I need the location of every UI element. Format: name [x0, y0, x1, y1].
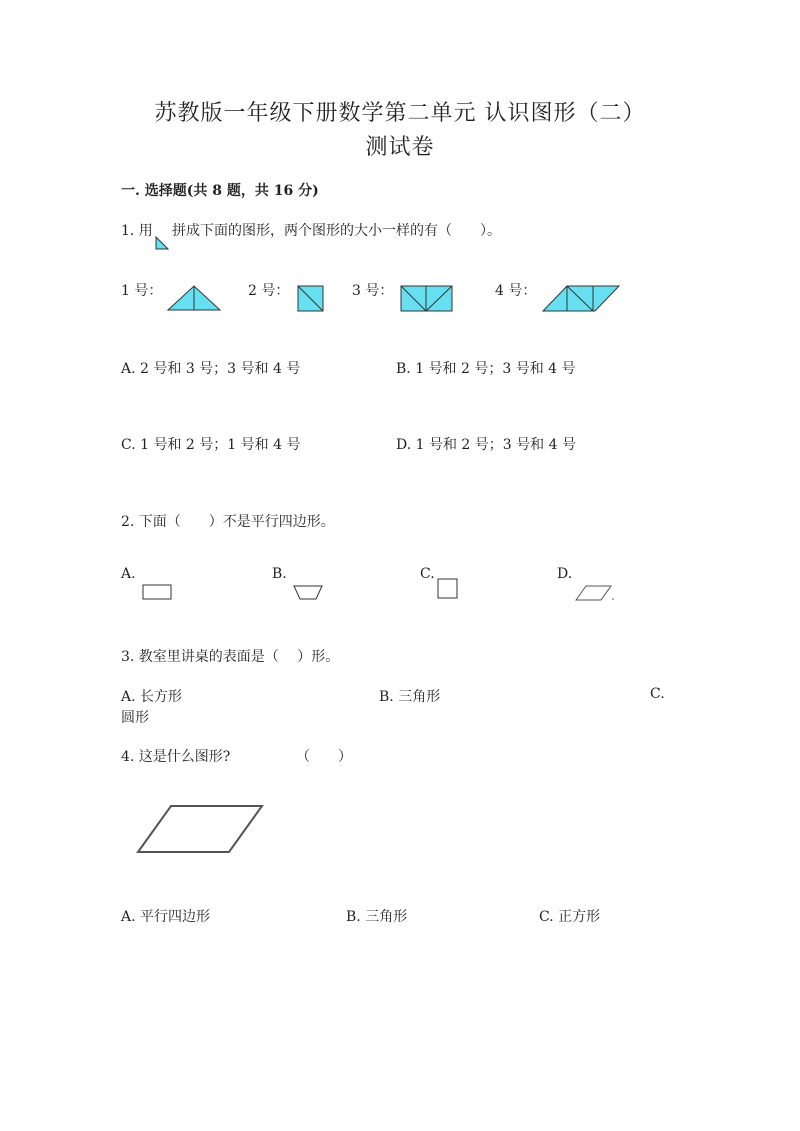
q1-label-2: 2 号： — [248, 283, 290, 299]
q3-option-c[interactable]: C. — [650, 686, 665, 702]
q3-option-a[interactable]: A. 长方形 — [121, 689, 183, 705]
shape-3-rectangle — [400, 285, 453, 312]
q4-blank: （ ） — [296, 749, 352, 765]
q4-option-b[interactable]: B. 三角形 — [346, 909, 408, 925]
q1-label-3: 3 号： — [352, 283, 394, 299]
shape-1-triangle — [167, 285, 221, 311]
q1-option-c[interactable]: C. 1 号和 2 号；1 号和 4 号 — [121, 437, 301, 453]
shape-4-parallelogram — [542, 285, 620, 312]
q1-option-a[interactable]: A. 2 号和 3 号；3 号和 4 号 — [121, 361, 301, 377]
q3-option-c-text: 圆形 — [121, 710, 149, 726]
q2-option-d-label[interactable]: D. — [557, 566, 573, 582]
q1-label-1: 1 号： — [121, 283, 163, 299]
q2-option-a-label[interactable]: A. — [121, 566, 136, 582]
small-triangle-icon — [155, 236, 169, 250]
q4-option-a[interactable]: A. 平行四边形 — [121, 909, 211, 925]
q1-option-d[interactable]: D. 1 号和 2 号；3 号和 4 号 — [396, 437, 576, 453]
q3-text: 3. 教室里讲桌的表面是（ ）形。 — [121, 649, 340, 665]
shape-2-square — [297, 285, 324, 312]
q2-rectangle-shape — [142, 584, 172, 600]
q2-trapezoid-shape — [293, 585, 323, 600]
q1-option-b[interactable]: B. 1 号和 2 号；3 号和 4 号 — [396, 361, 576, 377]
page-subtitle: 测试卷 — [365, 135, 435, 160]
q4-text: 4. 这是什么图形? — [121, 749, 231, 765]
q2-option-c-label[interactable]: C. — [420, 566, 435, 582]
q1-label-4: 4 号： — [495, 283, 537, 299]
q2-text: 2. 下面（ ）不是平行四边形。 — [121, 514, 335, 530]
q2-square-shape — [437, 578, 458, 599]
q3-option-b[interactable]: B. 三角形 — [379, 689, 441, 705]
page-title: 苏教版一年级下册数学第二单元 认识图形（二） — [154, 101, 646, 126]
q4-parallelogram-figure — [136, 804, 264, 854]
q1-prefix: 1. 用 — [121, 223, 153, 239]
q2-option-b-label[interactable]: B. — [272, 566, 287, 582]
q1-suffix: 拼成下面的图形，两个图形的大小一样的有（ ）。 — [172, 223, 501, 239]
q4-option-c[interactable]: C. 正方形 — [539, 909, 601, 925]
q2-parallelogram-shape — [575, 585, 615, 602]
section-heading: 一. 选择题(共 8 题，共 16 分) — [121, 183, 319, 199]
